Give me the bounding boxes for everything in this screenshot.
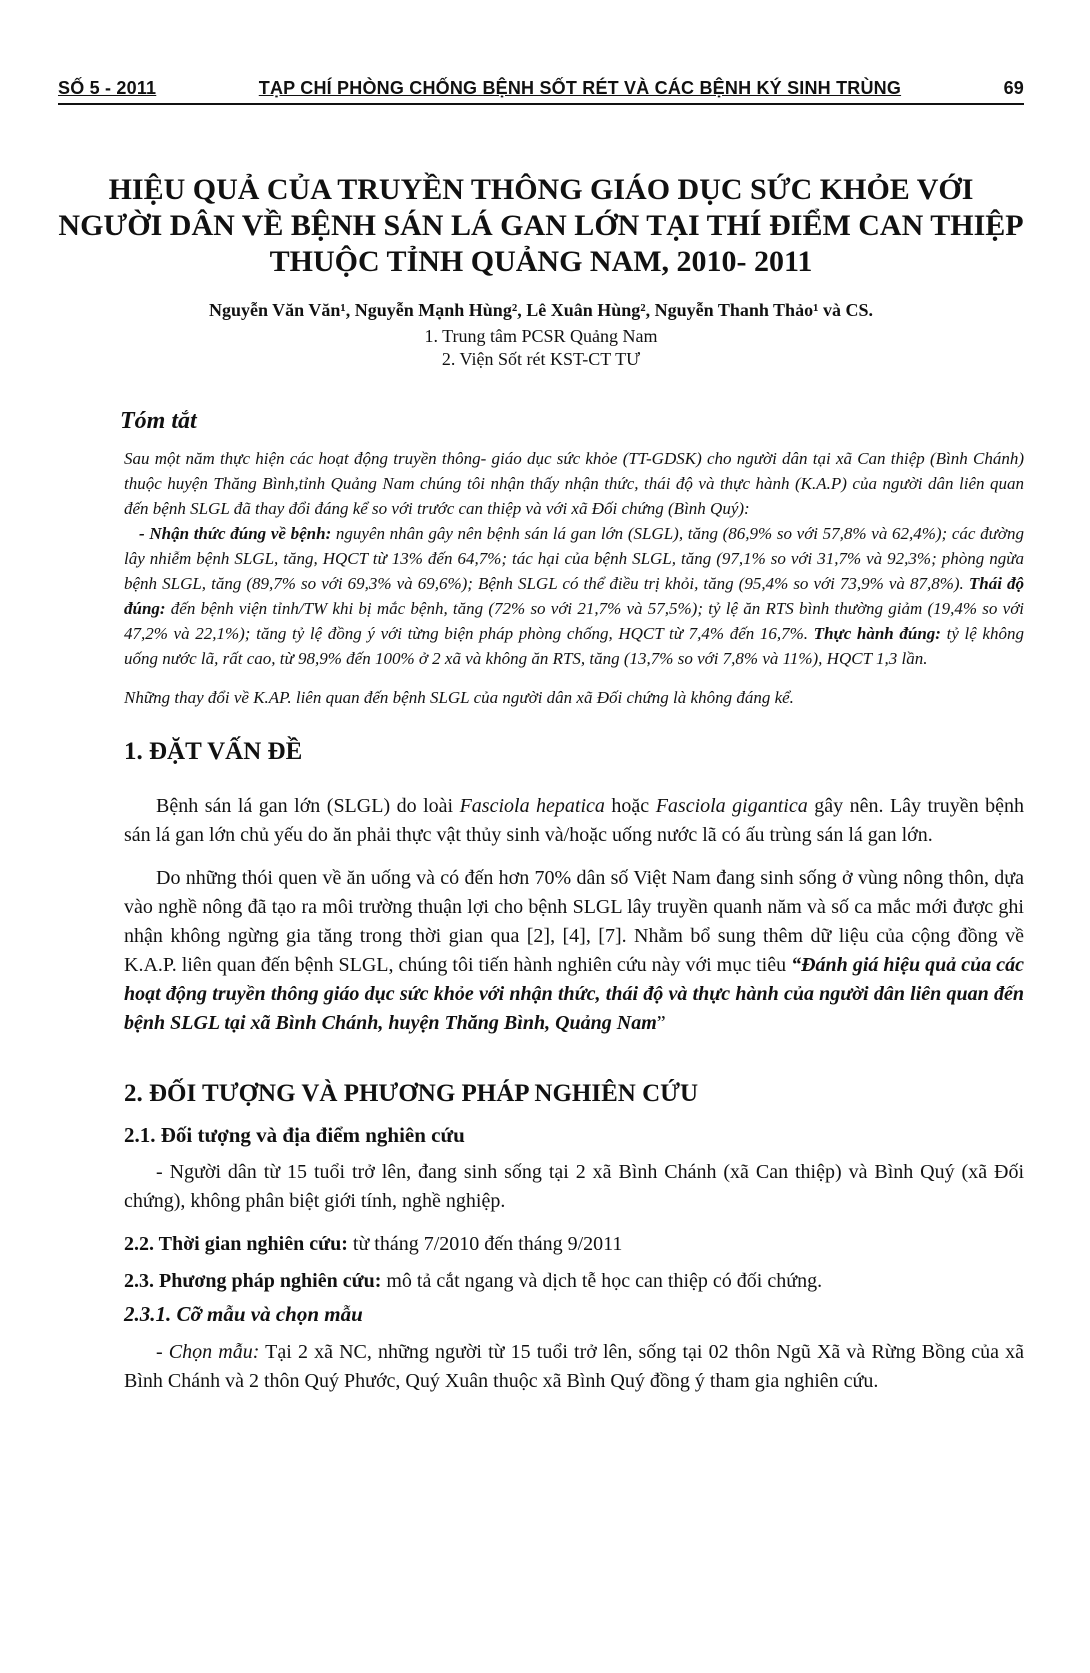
text-run: ” (656, 1012, 666, 1034)
practice-label: Thực hành đúng: (808, 624, 941, 643)
text-run: hoặc (604, 795, 656, 817)
subsection-2-3-1-heading: 2.3.1. Cỡ mẫu và chọn mẫu (124, 1302, 363, 1326)
section-1-paragraph-1 (124, 792, 1024, 850)
subsection-2-3-1-body (124, 1338, 1024, 1396)
section-2-heading: 2. ĐỐI TƯỢNG VÀ PHƯƠNG PHÁP NGHIÊN CỨU (124, 1080, 699, 1107)
abstract (124, 446, 1024, 710)
practice-text: tỷ lệ không uống nước lã, rất cao, từ 98,9% đến 100% ở 2 xã và không ăn RTS, tăng (13,7% so với 7,8% và 11%), HQCT 1,3 lần. (124, 624, 1024, 668)
header-rule (58, 103, 1024, 105)
abstract-intro: Sau một năm thực hiện các hoạt động truyền thông- giáo dục sức khỏe (TT-GDSK) cho người dân tại xã Can thiệp (Bình Chánh) thuộc huyện Thăng Bình,tỉnh Quảng Nam chúng tôi nhận thấy nhận thức, thái độ và thực hành (K.A.P) của người dân liên quan đến bệnh SLGL đã thay đổi đáng kể so với trước can thiệp và với xã Đối chứng (Bình Quý): (124, 449, 1024, 518)
subsection-2-3 (124, 1267, 1024, 1296)
knowledge-label: - Nhận thức đúng về bệnh: (139, 524, 332, 543)
text-run: gây nên. Lây truyền bệnh sán lá gan lớn chủ yếu do ăn phải thực vật thủy sinh và/hoặc uống nước lã có ấu trùng sán lá gan lớn. (124, 795, 1024, 846)
knowledge-text: nguyên nhân gây nên bệnh sán lá gan lớn (SLGL), tăng (86,9% so với 57,8% và 62,4%); các đường lây nhiễm bệnh SLGL, tăng, HQCT từ 13% đến 64,7%; tác hại của bệnh SLGL, tăng (97,1% so với 31,7% và 92,3%; phòng ngừa bệnh SLGL, tăng (89,7% so với 69,3% và 69,6%); Bệnh SLGL có thể điều trị khỏi, tăng (95,4% so với 73,9% và 87,8%). (124, 524, 1024, 593)
text-run: mô tả cắt ngang và dịch tễ học can thiệp có đối chứng. (381, 1270, 823, 1292)
affiliation-2: 2. Viện Sốt rét KST-CT TƯ (441, 349, 641, 369)
title-line-2: NGƯỜI DÂN VỀ BỆNH SÁN LÁ GAN LỚN TẠI THÍ ĐIỂM CAN THIỆP (58, 209, 1024, 242)
text-run: Do những thói quen về ăn uống và có đến hơn 70% dân số Việt Nam đang sinh sống ở vùng nông thôn, dựa vào nghề nông đã tạo ra môi trường thuận lợi cho bệnh SLGL lây truyền quanh năm và số ca mắc mới được ghi nhận không ngừng gia tăng trong thời gian qua [2], [4], [7]. Nhằm bổ sung thêm dữ liệu của cộng đồng về K.A.P. liên quan đến bệnh SLGL, chúng tôi tiến hành nghiên cứu này với mục tiêu (124, 867, 1024, 976)
text-run: Tại 2 xã NC, những người từ 15 tuổi trở lên, sống tại 02 thôn Ngũ Xã và Rừng Bồng của xã Bình Chánh và 2 thôn Quý Phước, Quý Xuân thuộc xã Bình Quý đồng ý tham gia nghiên cứu. (124, 1341, 1025, 1392)
title-line-1: HIỆU QUẢ CỦA TRUYỀN THÔNG GIÁO DỤC SỨC KHỎE VỚI (108, 173, 974, 206)
attitude-label: Thái độ đúng: (124, 574, 1024, 618)
subsection-2-2-text (124, 1230, 1024, 1259)
study-objective: “Đánh giá hiệu quả của các hoạt động truyền thông giáo dục sức khỏe với nhận thức, thái độ và thực hành của người dân liên quan đến bệnh SLGL tại xã Bình Chánh, huyện Thăng Bình, Quảng Nam (124, 954, 1024, 1034)
title-line-3: THUỘC TỈNH QUẢNG NAM, 2010- 2011 (269, 245, 813, 278)
abstract-heading: Tóm tắt (120, 408, 197, 434)
journal-name: TẠP CHÍ PHÒNG CHỐNG BỆNH SỐT RÉT VÀ CÁC BỆNH KÝ SINH TRÙNG (258, 78, 902, 98)
subsection-2-1-text: - Người dân từ 15 tuổi trở lên, đang sinh sống tại 2 xã Bình Chánh (xã Can thiệp) và Bình Quý (xã Đối chứng), không phân biệt giới tính, nghề nghiệp. (124, 1161, 1024, 1212)
section-1-paragraph-2 (124, 864, 1024, 1038)
running-header (58, 78, 1024, 99)
section-1-body (124, 792, 1024, 1038)
author-list: Nguyễn Văn Văn¹, Nguyễn Mạnh Hùng², Lê Xuân Hùng², Nguyễn Thanh Thảo¹ và CS. (209, 300, 873, 320)
section-1-heading: 1. ĐẶT VẤN ĐỀ (124, 738, 303, 765)
subsection-2-3-label: 2.3. Phương pháp nghiên cứu: (124, 1270, 382, 1292)
text-run: Bệnh sán lá gan lớn (SLGL) do loài (156, 795, 460, 817)
species-name-1: Fasciola hepatica (459, 795, 605, 817)
issue-number: SỐ 5 - 2011 (58, 78, 157, 98)
subsection-2-3-1-text (124, 1338, 1024, 1396)
abstract-note: Những thay đổi về K.AP. liên quan đến bệnh SLGL của người dân xã Đối chứng là không đáng kể. (124, 688, 794, 707)
abstract-results (124, 521, 1024, 671)
text-run: từ tháng 7/2010 đến tháng 9/2011 (347, 1233, 623, 1255)
species-name-2: Fasciola gigantica (655, 795, 808, 817)
subsection-2-2 (124, 1230, 1024, 1259)
subsection-2-3-text (124, 1267, 1024, 1296)
subsection-2-1-body (124, 1158, 1024, 1216)
subsection-2-1-heading: 2.1. Đối tượng và địa điểm nghiên cứu (124, 1123, 465, 1147)
article-title (58, 172, 1024, 280)
sampling-label: - Chọn mẫu: (156, 1341, 260, 1363)
subsection-2-2-label: 2.2. Thời gian nghiên cứu: (124, 1233, 348, 1255)
page-number: 69 (1003, 78, 1024, 98)
attitude-text: đến bệnh viện tỉnh/TW khi bị mắc bệnh, tăng (72% so với 21,7% và 57,5%); tỷ lệ ăn RTS bình thường giảm (19,4% so với 47,2% và 22,1%); tăng tỷ lệ đồng ý với từng biện pháp phòng chống, HQCT từ 7,4% đến 16,7%. (124, 599, 1024, 643)
affiliation-1: 1. Trung tâm PCSR Quảng Nam (424, 326, 658, 346)
